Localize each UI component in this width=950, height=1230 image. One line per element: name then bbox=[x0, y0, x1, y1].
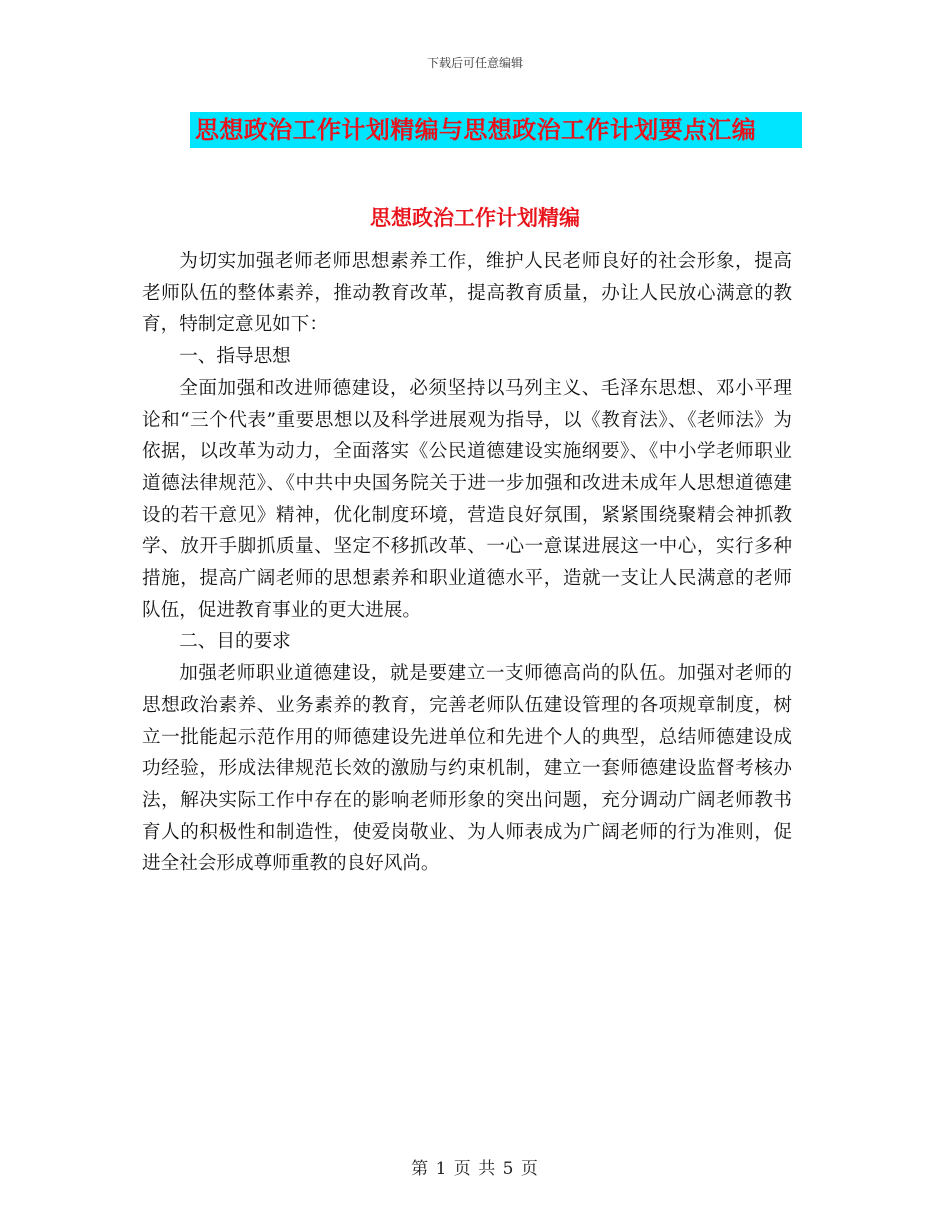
main-title: 思想政治工作计划精编与思想政治工作计划要点汇编 bbox=[195, 116, 757, 144]
header-note: 下载后可任意编辑 bbox=[426, 56, 523, 70]
sub-title: 思想政治工作计划精编 bbox=[370, 206, 580, 230]
page-number: 第 1 页 共 5 页 bbox=[411, 1159, 539, 1179]
section-heading-guiding-thought: 一、指导思想 bbox=[179, 346, 291, 368]
document-body bbox=[142, 246, 792, 880]
paragraph-guiding-thought: 全面加强和改进师德建设，必须坚持以马列主义、毛泽东思想、邓小平理论和“三个代表”重要思想以及科学进展观为指导，以《教育法》、《老师法》为依据，以改革为动力，全面落实《公民道德建设实施纲要》、《中小学老师职业道德法律规范》、《中共中央国务院关于进一步加强和改进未成年人思想道德建设的若干意见》精神，优化制度环境，营造良好氛围，紧紧围绕聚精会神抓教学、放开手脚抓质量、坚定不移抓改革、一心一意谋进展这一中心，实行多种措施，提高广阔老师的思想素养和职业道德水平，造就一支让人民满意的老师队伍，促进教育事业的更大进展。 bbox=[142, 377, 792, 621]
section-heading-goals: 二、目的要求 bbox=[179, 631, 291, 653]
paragraph-goals: 加强老师职业道德建设，就是要建立一支师德高尚的队伍。加强对老师的思想政治素养、业务素养的教育，完善老师队伍建设管理的各项规章制度，树立一批能起示范作用的师德建设先进单位和先进个人的典型，总结师德建设成功经验，形成法律规范长效的激励与约束机制，建立一套师德建设监督考核办法，解决实际工作中存在的影响老师形象的突出问题，充分调动广阔老师教书育人的积极性和制造性，使爱岗敬业、为人师表成为广阔老师的行为准则，促进全社会形成尊师重教的良好风尚。 bbox=[142, 663, 792, 875]
paragraph-intro: 为切实加强老师老师思想素养工作，维护人民老师良好的社会形象，提高老师队伍的整体素养，推动教育改革，提高教育质量，办让人民放心满意的教育，特制定意见如下： bbox=[142, 251, 792, 336]
